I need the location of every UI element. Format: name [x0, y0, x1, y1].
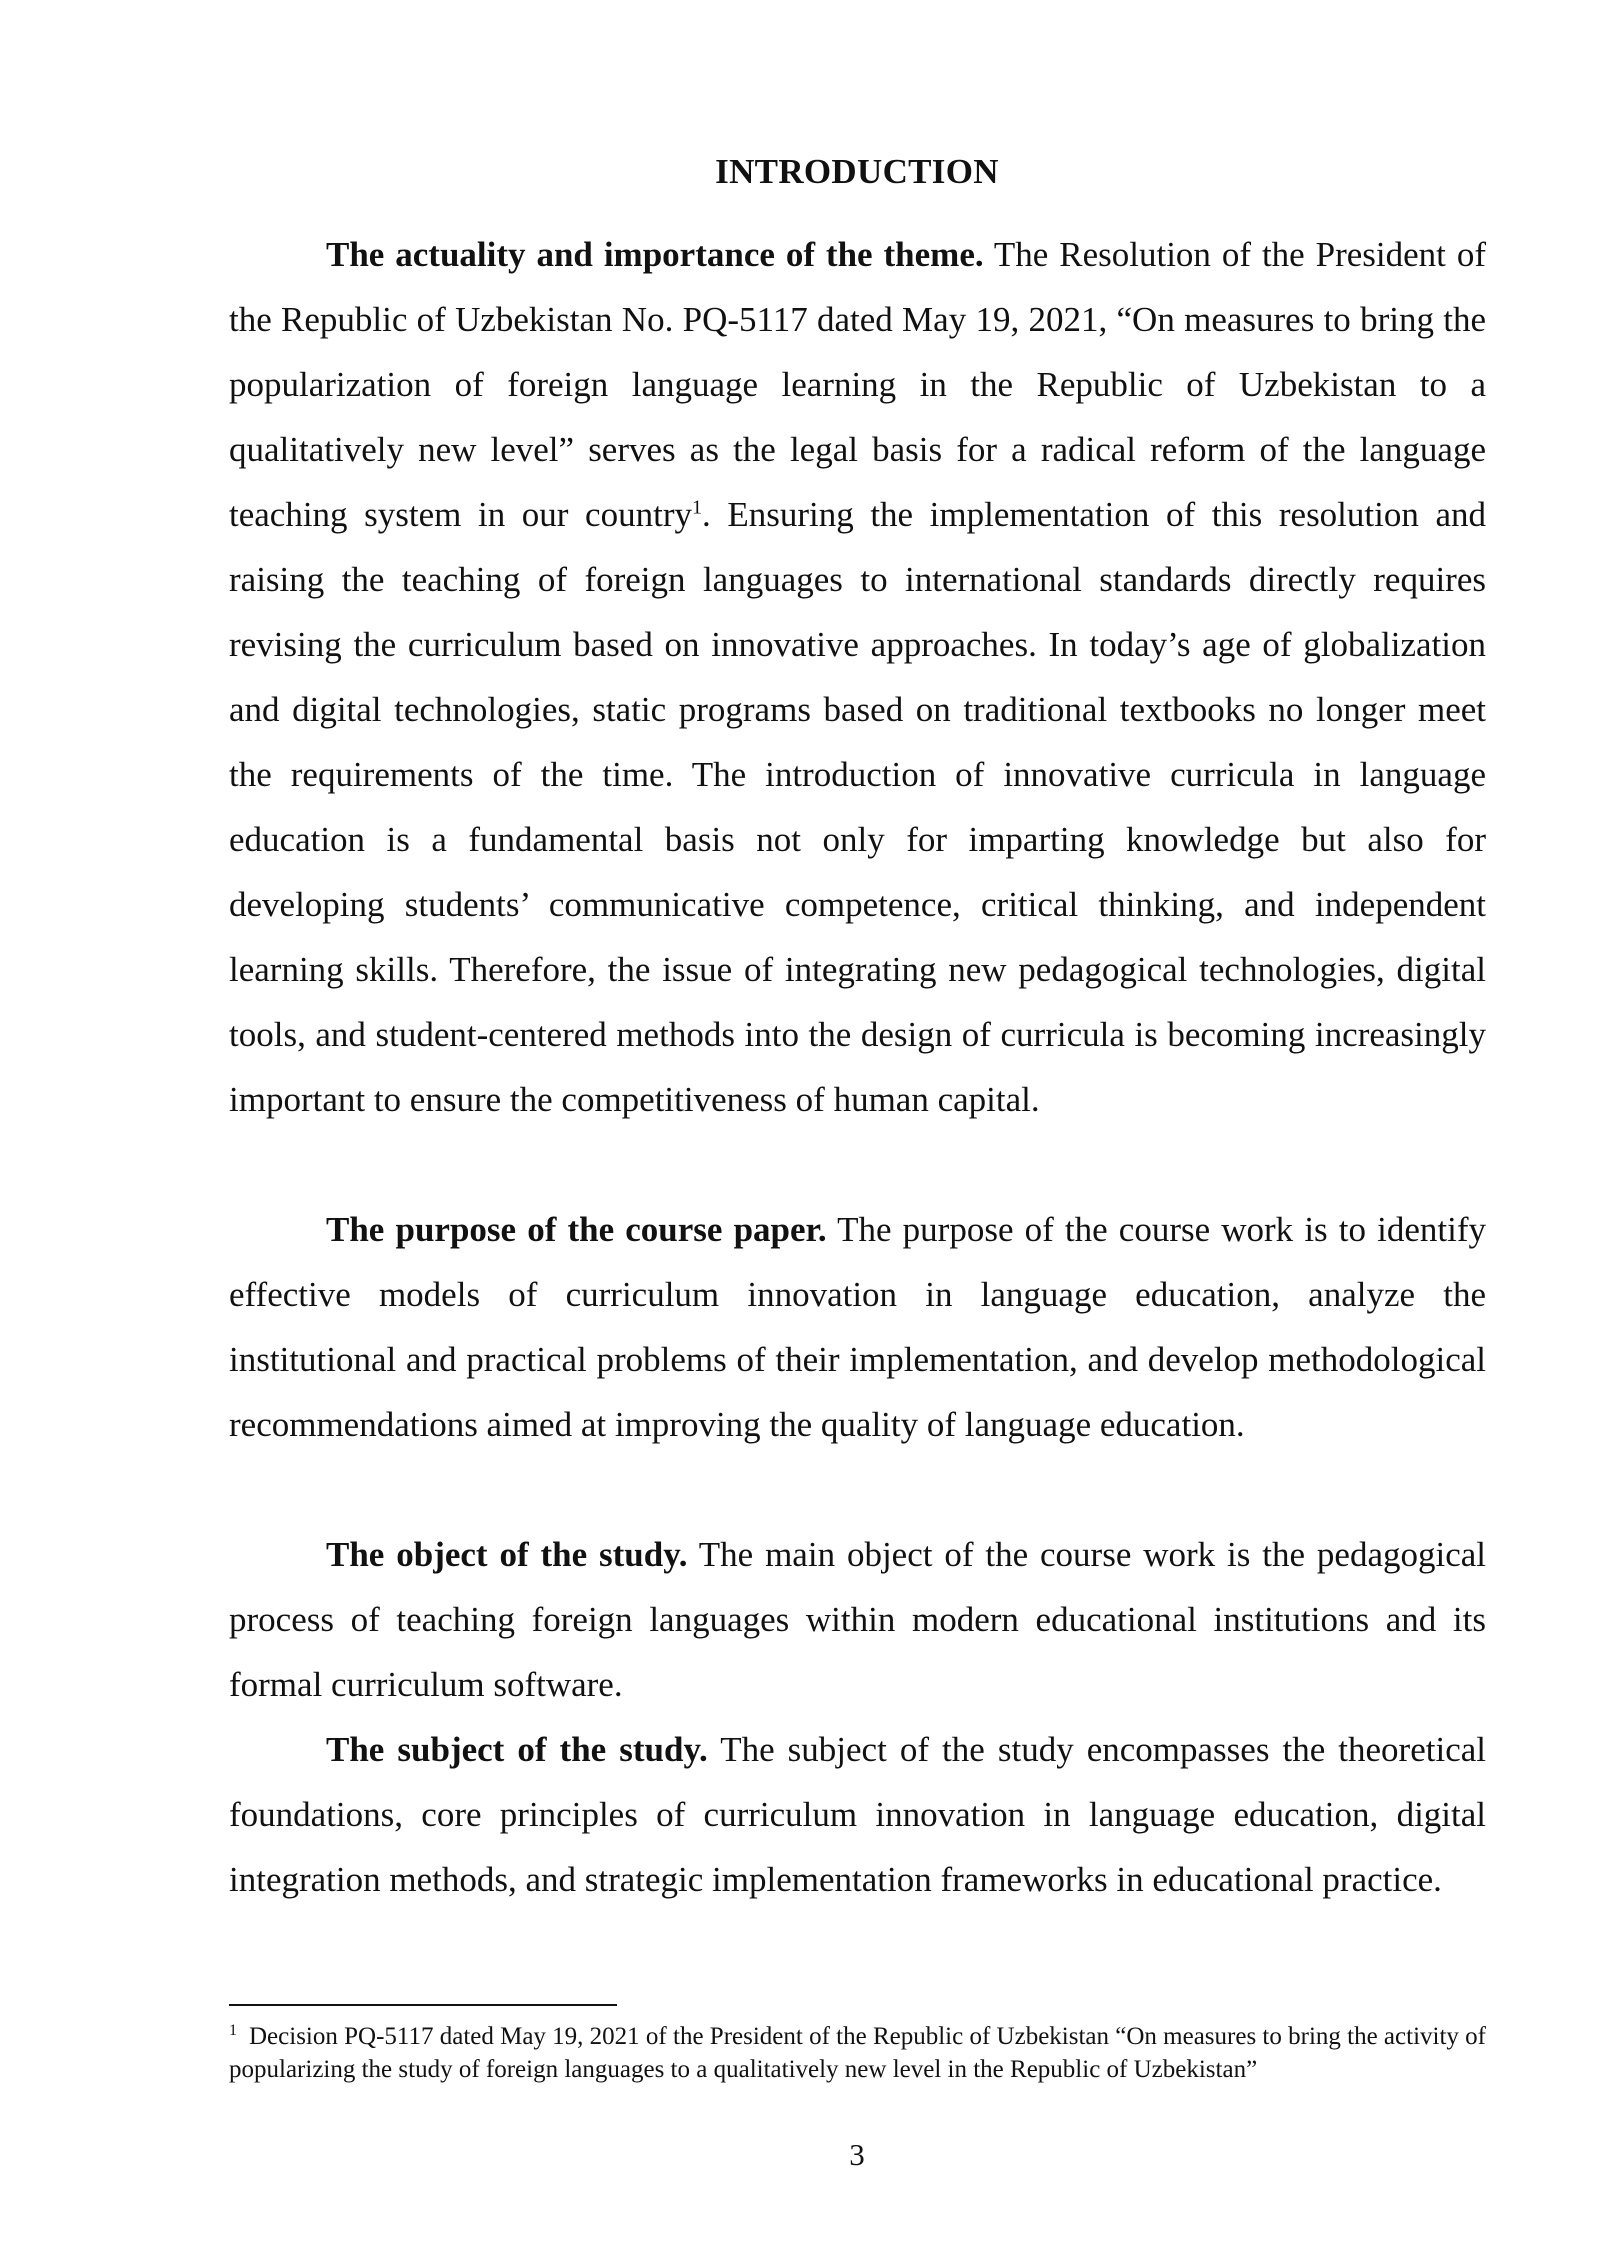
paragraph-lead: The actuality and importance of the theme. [326, 235, 984, 274]
paragraph-body: The subject of the study encompasses the theoretical foundations, core principles of curriculum innovation in language education, digital integration methods, and strategic implementation frameworks in educational practice. [229, 1730, 1486, 1899]
heading-text: INTRODUCTION [715, 152, 999, 191]
paragraph-body-continued: . Ensuring the implementation of this resolution and raising the teaching of foreign languages to international standards directly requires revising the curriculum based on innovative approaches. In today’s age of globalization and digital technologies, static programs based on traditional textbooks no longer meet the requirements of the time. The introduction of innovative curricula in language education is a fundamental basis not only for imparting knowledge but also for developing students’ communicative competence, critical thinking, and independent learning skills. Therefore, the issue of integrating new pedagogical technologies, digital tools, and student-centered methods into the design of curricula is becoming increasingly important to ensure the competitiveness of human capital. [229, 495, 1486, 1119]
paragraph-purpose [229, 1197, 1486, 1457]
paragraph-lead: The object of the study. [326, 1535, 688, 1574]
paragraph-subject [229, 1717, 1486, 1912]
footnote-number: 1 [229, 2021, 237, 2039]
section-heading [0, 152, 1600, 192]
paragraph-body: The Resolution of the President of the Republic of Uzbekistan No. PQ-5117 dated May 19, 2021, “On measures to bring the popularization of foreign language learning in the Republic of Uzbekistan to a qualitatively new level” serves as the legal basis for a radical reform of the language teaching system in our country [229, 235, 1486, 534]
paragraph-actuality [229, 222, 1486, 1132]
paragraph-lead: The subject of the study. [326, 1730, 708, 1769]
paragraph-object [229, 1522, 1486, 1717]
footnote-divider [229, 2004, 617, 2006]
paragraph-body: The main object of the course work is the pedagogical process of teaching foreign languages within modern educational institutions and its formal curriculum software. [229, 1535, 1486, 1704]
paragraph-body: The purpose of the course work is to identify effective models of curriculum innovation in language education, analyze the institutional and practical problems of their implementation, and develop methodological recommendations aimed at improving the quality of language education. [229, 1210, 1487, 1444]
footnote-reference[interactable]: 1 [691, 496, 702, 519]
paragraph-lead: The purpose of the course paper. [326, 1210, 827, 1249]
page-number: 3 [849, 2137, 865, 2172]
footnote [229, 2020, 1486, 2086]
footnote-text: Decision PQ-5117 dated May 19, 2021 of the President of the Republic of Uzbekistan “On measures to bring the activity of popularizing the study of foreign languages to a qualitatively new level in the Republic of Uzbekistan” [229, 2023, 1486, 2083]
